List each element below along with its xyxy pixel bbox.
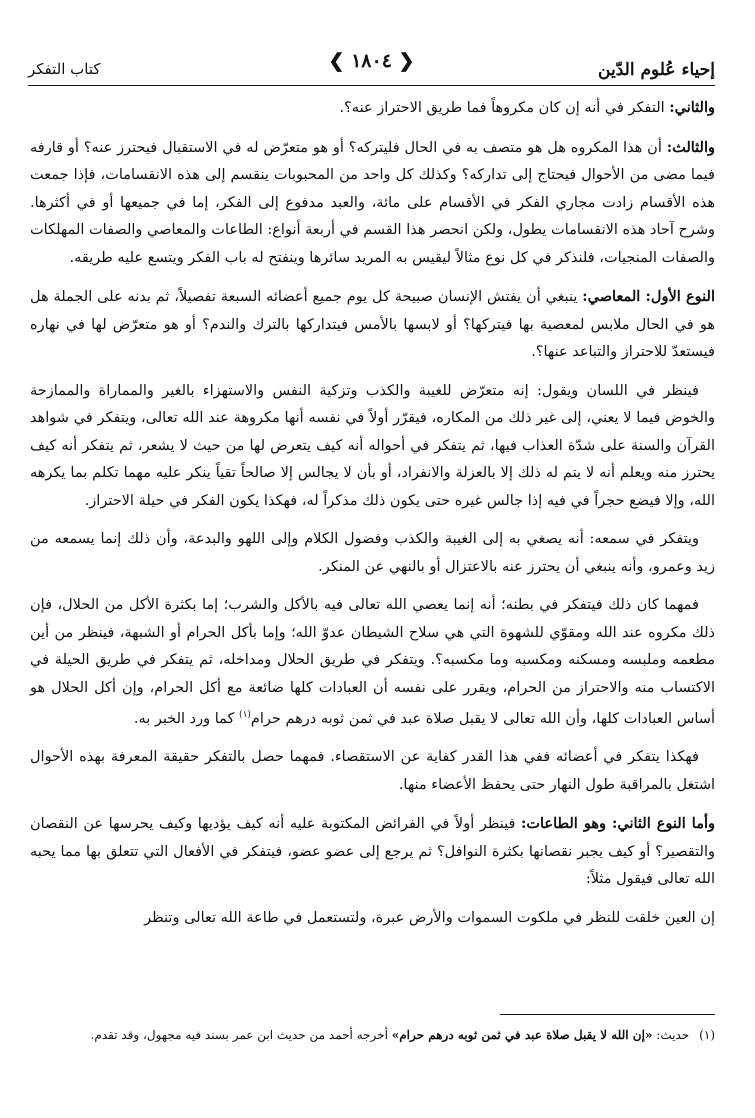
page-number-value: ١٨٠٤ (351, 50, 392, 72)
paragraph-text: إن العين خلقت للنظر في ملكوت السموات والأرض عبرة، ولتستعمل في طاعة الله تعالى وتنظر (144, 909, 715, 926)
paragraph-text: ويتفكر في سمعه: أنه يصغي به إلى الغيبة والكذب وفضول الكلام وإلى اللهو والبدعة، وأن ذلك إنما يسمعه من زيد وعمرو، وأنه ينبغي أن يحترز عنه بالاعتزال أو بالنهي عن المنكر. (30, 531, 715, 575)
footnote (30, 1024, 715, 1046)
paragraph-text: فمهما كان ذلك فيتفكر في بطنه؛ أنه إنما يعصي الله تعالى فيه بالأكل والشرب؛ إما بكثرة الأكل من الحلال، فإن ذلك مكروه عند الله ومقوّي للشهوة التي هي سلاح الشيطان عدوّ الله؛ وإما بأكل الحرام أو الشبهة، فينظر من أين مطعمه وملبسه ومسكنه ومكسبه وما مكسبه؟. ويتفكر في طريق الحلال ومداخله، ثم يتفكر في طريق الحيلة في الاكتساب منه والاحتراز من الحرام، ويقرر على نفسه أن العبادات كلها ضائعة مع أكل الحرام، وإن أكل الحلال هو أساس العبادات كلها، وأن الله تعالى لا يقبل صلاة عبد في ثمن ثوبه درهم حرام (30, 597, 715, 727)
paragraph (30, 134, 715, 273)
footnote-divider (500, 1014, 715, 1015)
footnote-text: أخرجه أحمد من حديث ابن عمر بسند فيه مجهول، وقد تقدم. (90, 1028, 392, 1042)
ornament-left-icon: ❮ (328, 50, 345, 72)
ornament-right-icon: ❯ (398, 50, 415, 72)
footnote-label: حديث: (656, 1028, 690, 1042)
header-divider (28, 85, 715, 86)
paragraph (30, 592, 715, 733)
paragraph (30, 94, 715, 123)
page-header (28, 42, 715, 84)
page-number (329, 50, 415, 72)
paragraph (30, 905, 715, 933)
footnote-ref[interactable]: (١) (239, 710, 251, 720)
footnote-quote: «إن الله لا يقبل صلاة عبد في ثمن ثوبه درهم حرام» (391, 1028, 653, 1042)
chapter-title: كتاب التفكر (28, 60, 101, 78)
main-text (30, 94, 715, 943)
paragraph-text: فينظر أولاً في الفرائض المكتوبة عليه أنه كيف يؤديها وكيف يحرسها عن النقصان والتقصير؟ أو كيف يجبر نقصانها بكثرة النوافل؟ ثم يرجع إلى عضو عضو، فيتفكر في الأفعال التي تتعلق بها مما يحبه الله تعالى فيقول مثلاً: (30, 816, 715, 888)
paragraph-lead: النوع الأول: المعاصي: (582, 288, 715, 305)
paragraph-lead: وأما النوع الثاني: وهو الطاعات: (521, 815, 715, 833)
paragraph-text: التفكر في أنه إن كان مكروهاً فما طريق الاحتراز عنه؟. (339, 100, 670, 116)
paragraph-text: أن هذا المكروه هل هو متصف به في الحال فليتركه؟ أو هو متعرّض له في الاستقبال فيحترز عنه؟ أو قارفه فيما مضى من الأحوال فيحتاج إلى تداركه؟ وكذلك كل واحد من المحبوبات ينقسم إلى هذه الانقسامات، فإذا جمعت هذه الأقسام زادت مجاري الفكر في الأقسام على مائة، والعبد مدفوع إلى الفكر، إما في جميعها أو في أكثرها. وشرح آحاد هذه الانقسامات يطول، ولكن انحصر هذا القسم في أربعة أنواع: الطاعات والمعاصي والصفات المهلكات والصفات المنجيات، فلنذكر في كل نوع مثالاً ليقيس به المريد سائرها وينفتح له باب الفكر ويتسع عليه طريقه. (30, 139, 715, 266)
paragraph (30, 526, 715, 581)
footnote-number: (١) (699, 1028, 715, 1042)
paragraph (30, 744, 715, 799)
paragraph-tail: كما ورد الخبر به. (133, 710, 240, 727)
paragraph-lead: والثاني: (669, 99, 715, 116)
book-title: إحياء عُلوم الدّين (598, 60, 715, 80)
paragraph-text: فينظر في اللسان ويقول: إنه متعرّض للغيبة والكذب وتزكية النفس والاستهزاء بالغير والمماراة والممازحة والخوض فيما لا يعني، إلى غير ذلك من المكاره، فيقرّر أولاً في نفسه أنها مكروهة عند الله تعالى، ويتفكر في شواهد القرآن والسنة على شدّة العذاب فيها، ثم يتفكر في أحواله أنه كيف يتعرض لها من حيث لا يشعر، ثم يتفكر أنه كيف يحترز منه ويعلم أنه لا يتم له ذلك إلا بالعزلة والانفراد، أو بأن لا يجالس إلا صالحاً تقياً ينكر عليه مهما تكلم بما يكرهه الله، وإلا فيضع حجراً في فيه إذا جالس غيره حتى يكون ذلك مذكراً له، فهكذا يكون الفكر في حيلة الاحتراز. (30, 382, 715, 509)
paragraph-lead: والثالث: (666, 138, 715, 156)
paragraph-text: ينبغي أن يفتش الإنسان صبيحة كل يوم جميع أعضائه السبعة تفصيلاً، ثم بدنه على الجملة هل هو في الحال ملابس لمعصية بها فيتركها؟ أو لابسها بالأمس فيتداركها بالترك والندم؟ أو هو متعرّض لها في نهاره فيستعدّ للاحتراز والتباعد عنها؟. (30, 289, 715, 360)
paragraph-text: فهكذا يتفكر في أعضائه ففي هذا القدر كفاية عن الاستقصاء. فمهما حصل بالتفكر حقيقة المعرفة بهذه الأحوال اشتغل بالمراقبة طول النهار حتى يحفظ الأعضاء منها. (30, 749, 715, 793)
paragraph (30, 810, 715, 894)
paragraph (30, 378, 715, 516)
paragraph (30, 283, 715, 367)
